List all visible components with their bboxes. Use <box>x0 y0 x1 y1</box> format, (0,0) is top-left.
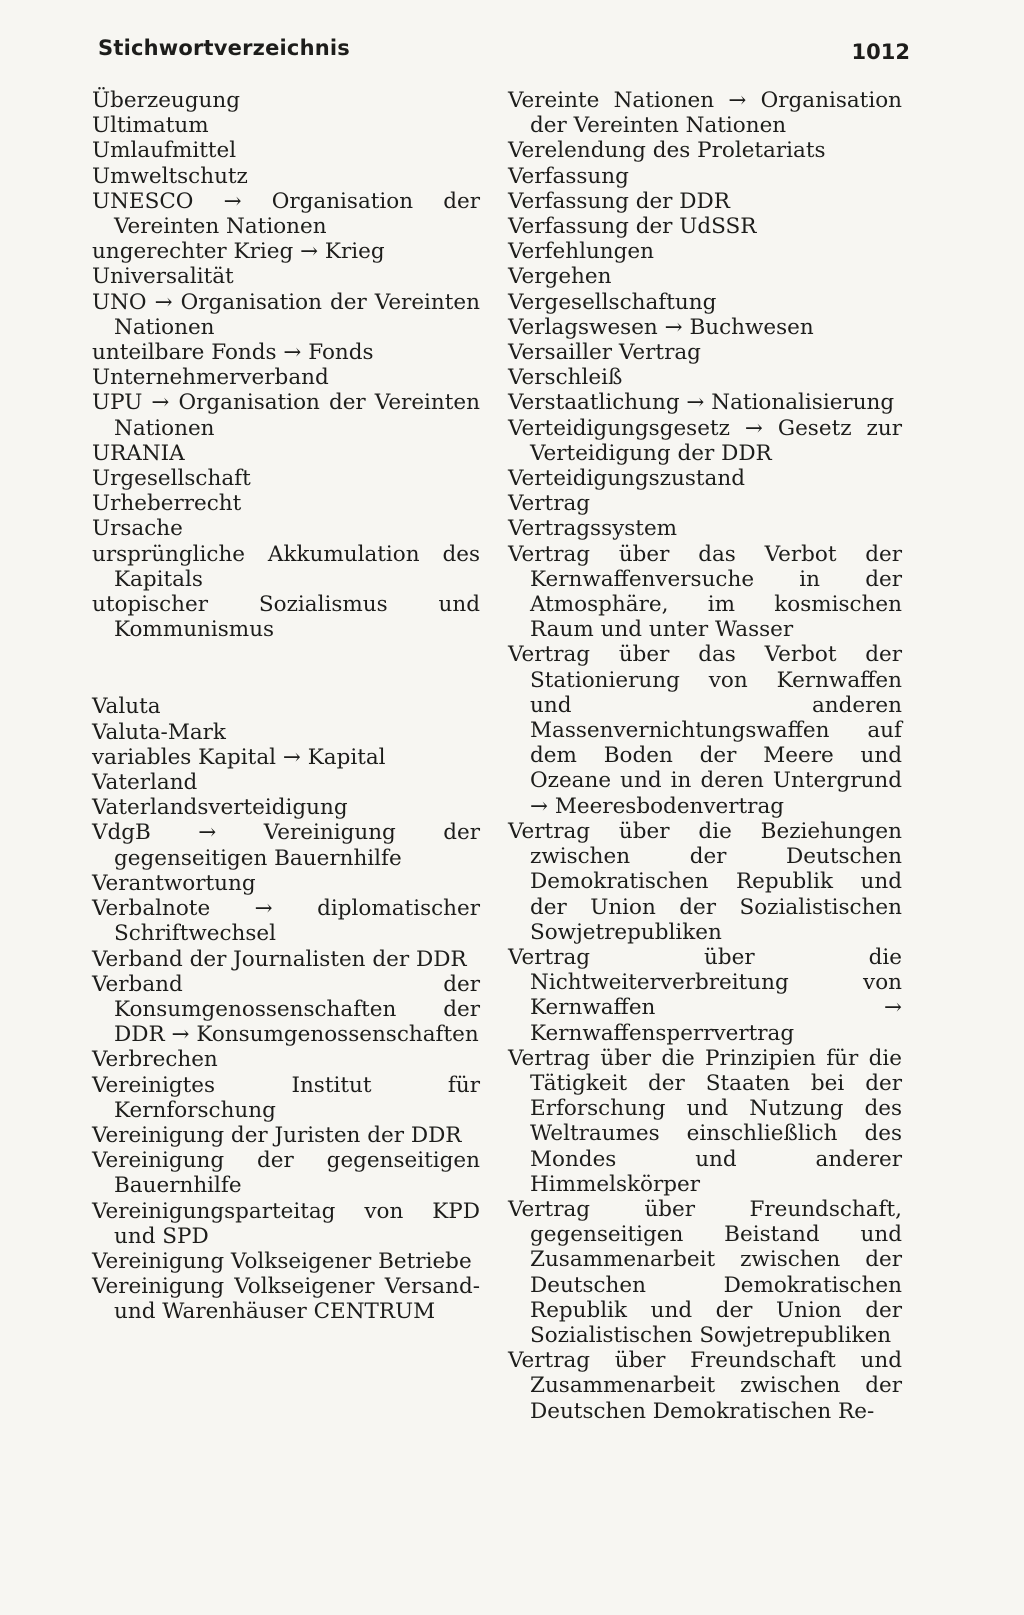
index-entry: Verstaatlichung → Nationalisierung <box>508 390 895 416</box>
index-entry: Vertrag über die Prinzipien für die Tätigkeit der Staaten bei der Erforschung und Nutzung des Weltraumes einschließlich des Mondes und anderer Himmelskörper <box>508 1045 902 1197</box>
index-entry: Vertrag <box>508 491 591 517</box>
index-entry: ungerechter Krieg → Krieg <box>92 239 385 265</box>
index-entry: Urheberrecht <box>92 491 242 517</box>
index-entry: Vergehen <box>508 264 612 290</box>
index-entry: Verelendung des Proletariats <box>508 138 826 164</box>
index-entry: Unternehmerverband <box>92 365 329 391</box>
section-u-list <box>92 88 480 642</box>
index-entry: Vergesellschaftung <box>508 289 717 315</box>
index-entry: Vertrag über Freundschaft, gegenseitigen Beistand und Zusammenarbeit zwischen der Deutschen Demokratischen Republik und der Union der Sozialistischen Sowjetrepubliken <box>508 1196 902 1348</box>
index-entry: Umweltschutz <box>92 163 248 189</box>
index-entry: variables Kapital → Kapital <box>92 744 386 770</box>
index-entry: Verteidigungsgesetz → Gesetz zur Verteidigung der DDR <box>508 415 902 466</box>
index-entry: Umlaufmittel <box>92 138 237 164</box>
index-entry: Verfehlungen <box>508 239 654 265</box>
index-entry: Vertragssystem <box>508 516 678 542</box>
index-entry: URANIA <box>92 440 185 466</box>
index-entry: Universalität <box>92 264 234 290</box>
index-entry: Vertrag über Freundschaft und Zusammenarbeit zwischen der Deutschen Demokratischen Re- <box>508 1348 902 1424</box>
index-entry: Ursache <box>92 516 183 542</box>
index-entry: UPU → Organisation der Vereinten Nationen <box>92 390 480 441</box>
index-entry: Verschleiß <box>508 365 623 391</box>
index-entry: Verbalnote → diplomatischer Schriftwechsel <box>92 896 480 947</box>
index-entry: UNO → Organisation der Vereinten Nationen <box>92 289 480 340</box>
index-entry: Verbrechen <box>92 1047 218 1073</box>
index-entry: Vertrag über die Nichtweiterverbreitung von Kernwaffen → Kernwaffensperrvertrag <box>508 944 902 1046</box>
index-entry: Vereinigung der Juristen der DDR <box>92 1122 462 1148</box>
index-entry: VdgB → Vereinigung der gegenseitigen Bauernhilfe <box>92 820 480 871</box>
right-column <box>508 88 902 1424</box>
index-entry: Verband der Journalisten der DDR <box>92 946 467 972</box>
index-entry: Vaterland <box>92 770 198 796</box>
index-entry: Verteidigungszustand <box>508 466 745 492</box>
index-entry: utopischer Sozialismus und Kommunismus <box>92 592 480 643</box>
index-entry: ursprüngliche Akkumulation des Kapitals <box>92 541 480 592</box>
index-entry: unteilbare Fonds → Fonds <box>92 340 374 366</box>
index-entry: Verband der Konsumgenossenschaften der DDR → Konsumgenossenschaften <box>92 971 480 1048</box>
left-column <box>92 88 480 1325</box>
index-entry: Verfassung der DDR <box>508 188 730 214</box>
running-head-title: Stichwortverzeichnis <box>98 36 350 60</box>
section-v-list <box>92 694 480 1324</box>
page-number: 1012 <box>851 40 910 64</box>
index-entry: Ultimatum <box>92 113 209 139</box>
section-gap <box>92 642 480 694</box>
index-entry: Vertrag über das Verbot der Stationierung von Kernwaffen und anderen Massenvernichtungswaffen auf dem Boden der Meere und Ozeane und in deren Untergrund → Meeresbodenvertrag <box>508 642 902 819</box>
index-entry: Valuta <box>92 694 161 720</box>
index-entry: Verfassung <box>508 163 629 189</box>
index-entry: Versailler Vertrag <box>508 340 701 366</box>
index-entry: Vereinte Nationen → Organisation der Vereinten Nationen <box>508 88 902 139</box>
index-entry: Überzeugung <box>92 88 241 113</box>
index-entry: Verfassung der UdSSR <box>508 214 757 240</box>
index-entry: Vereinigung Volkseigener Betriebe <box>92 1248 472 1274</box>
index-entry: UNESCO → Organisation der Vereinten Nationen <box>92 188 480 240</box>
index-entry: Urgesellschaft <box>92 466 251 492</box>
index-entry: Vertrag über das Verbot der Kernwaffenversuche in der Atmosphäre, im kosmischen Raum und unter Wasser <box>508 541 902 643</box>
index-entry: Vereinigtes Institut für Kernforschung <box>92 1072 480 1123</box>
index-entry: Vaterlandsverteidigung <box>92 795 348 821</box>
index-entry: Vertrag über die Beziehungen zwischen der Deutschen Demokratischen Republik und der Union der Sozialistischen Sowjetrepubliken <box>508 818 902 945</box>
index-entry: Verlagswesen → Buchwesen <box>508 314 814 340</box>
index-entry: Vereinigung Volkseigener Versand- und Warenhäuser CENTRUM <box>92 1274 480 1325</box>
index-entry: Vereinigungsparteitag von KPD und SPD <box>92 1198 480 1249</box>
index-entry: Valuta-Mark <box>92 719 226 745</box>
index-entry: Verantwortung <box>92 870 256 896</box>
index-entry: Vereinigung der gegenseitigen Bauernhilfe <box>92 1148 480 1199</box>
